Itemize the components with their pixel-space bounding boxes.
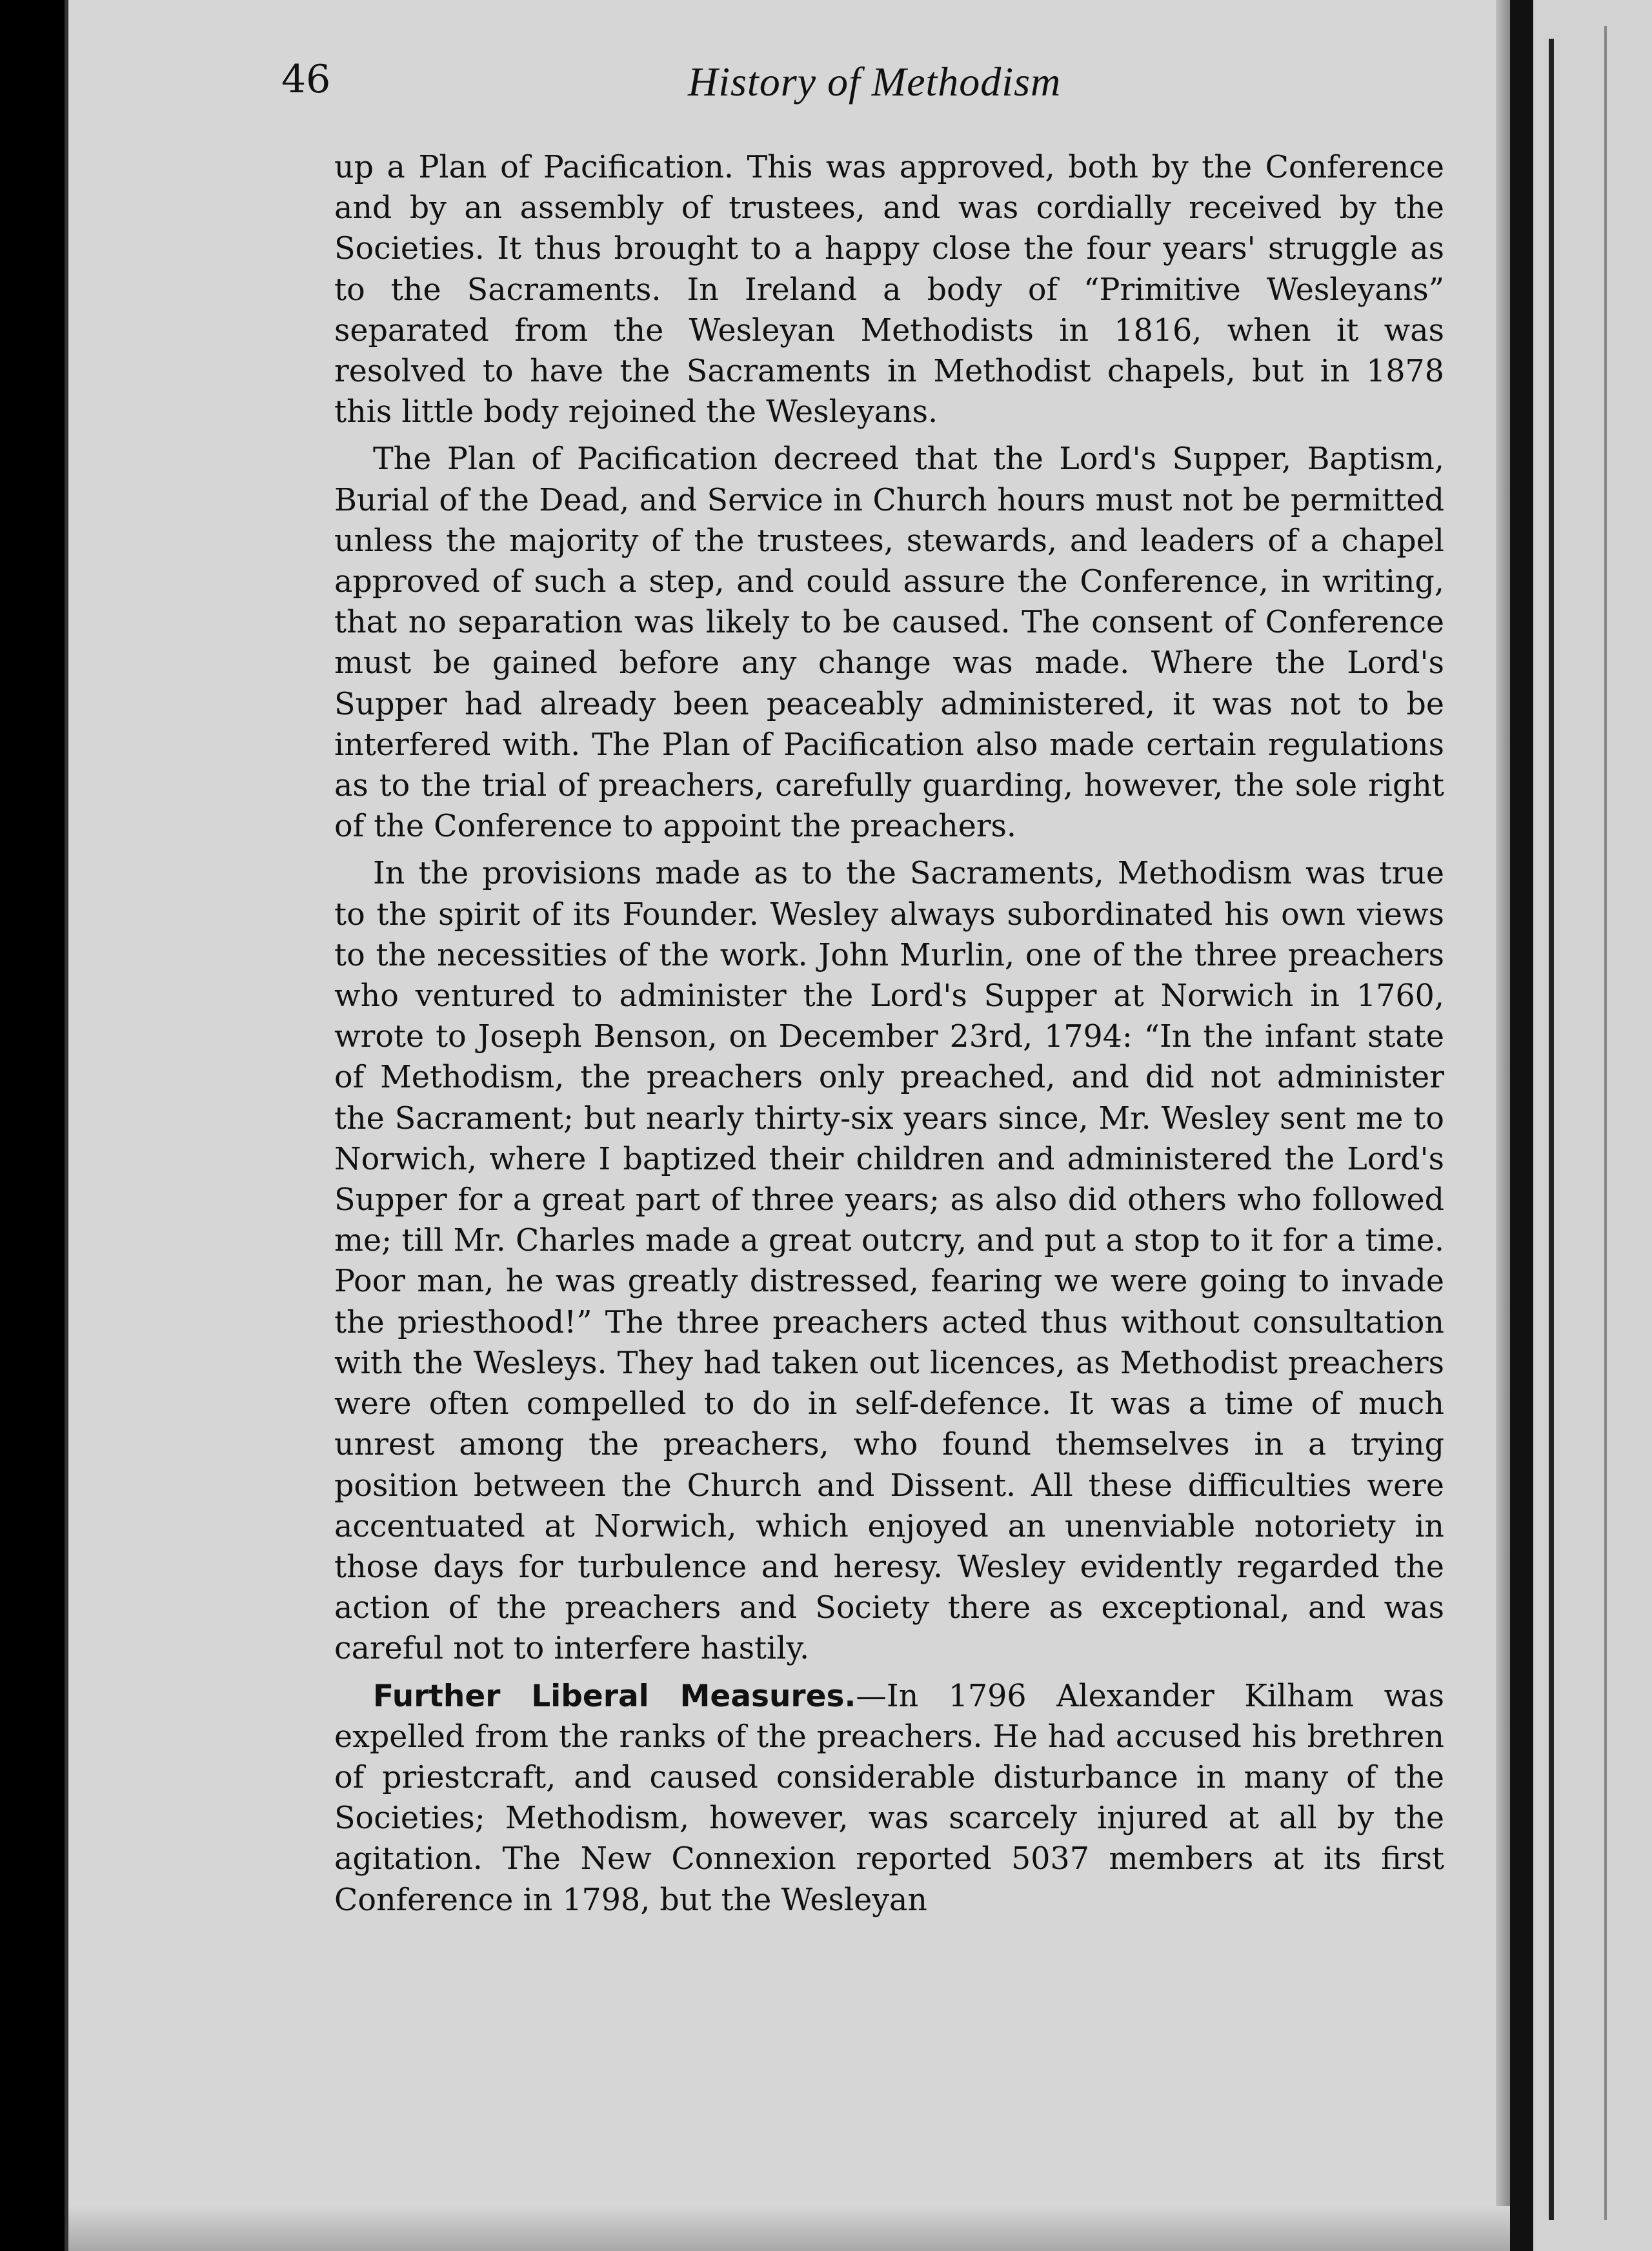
scan-margin-left xyxy=(0,0,65,2251)
paragraph: In the provisions made as to the Sacraments, Methodism was true to the spirit of its Founder. Wesley always subordinated his own views to the necessities of the work. John Murlin, one of the three preachers who ventured to administer the Lord's Supper at Norwich in 1760, wrote to Joseph Benson, on December 23rd, 1794: “In the infant state of Methodism, the preachers only preached, and did not administer the Sacrament; but nearly thirty-six years since, Mr. Wesley sent me to Norwich, where I baptized their children and administered the Lord's Supper for a great part of three years; as also did others who followed me; till Mr. Charles made a great outcry, and put a stop to it for a time. Poor man, he was greatly distressed, fearing we were going to invade the priesthood!” The three preachers acted thus without consultation with the Wesleys. They had taken out licences, as Methodist preachers were often compelled to do in self-defence. It was a time of much unrest among the preachers, who found themselves in a trying position between the Church and Dissent. All these difficulties were accentuated at Norwich, which enjoyed an unenviable notoriety in those days for turbulence and heresy. Wesley evidently regarded the action of the preachers and Society there as exceptional, and was careful not to interfere hastily. xyxy=(334,856,1444,1667)
facing-page-line xyxy=(1604,26,1607,2220)
book-page xyxy=(65,0,1510,2251)
page-number: 46 xyxy=(281,57,331,102)
spine-shadow xyxy=(1496,0,1510,2251)
paragraph: up a Plan of Pacification. This was approved, both by the Conference and by an assembly of trustees, and was cordially received by the Societies. It thus brought to a happy close the four years' struggle as to the Sacraments. In Ireland a body of “Primitive Wesleyans” separated from the Wesleyan Methodists in 1816, when it was resolved to have the Sacraments in Methodist chapels, but in 1878 this little body rejoined the Wesleyans. xyxy=(334,150,1444,430)
paragraph xyxy=(334,1676,1444,1921)
facing-page-line xyxy=(1549,39,1554,2220)
facing-page-edge xyxy=(1533,0,1652,2251)
running-title: History of Methodism xyxy=(688,59,1062,105)
paragraph: The Plan of Pacification decreed that the Lord's Supper, Baptism, Burial of the Dead, and Service in Church hours must not be permitted unless the majority of the trustees, stewards, and leaders of a chapel approved of such a step, and could assure the Conference, in writing, that no separation was likely to be caused. The consent of Conference must be gained before any change was made. Where the Lord's Supper had already been peaceably administered, it was not to be interfered with. The Plan of Pacification also made certain regulations as to the trial of preachers, carefully guarding, however, the sole right of the Conference to appoint the preachers. xyxy=(334,441,1444,845)
section-heading: Further Liberal Measures. xyxy=(373,1678,856,1714)
running-head xyxy=(281,57,1443,128)
book-gutter xyxy=(1510,0,1533,2251)
paragraph-text: —In 1796 Alexander Kilham was expelled from the ranks of the preachers. He had accused his brethren of priestcraft, and caused considerable disturbance in many of the Societies; Methodism, however, was scarcely injured at all by the agitation. The New Connexion reported 5037 members at its first Conference in 1798, but the Wesleyan xyxy=(334,1678,1444,1918)
page-bottom-shadow xyxy=(68,2206,1510,2251)
body-text xyxy=(334,147,1444,1921)
